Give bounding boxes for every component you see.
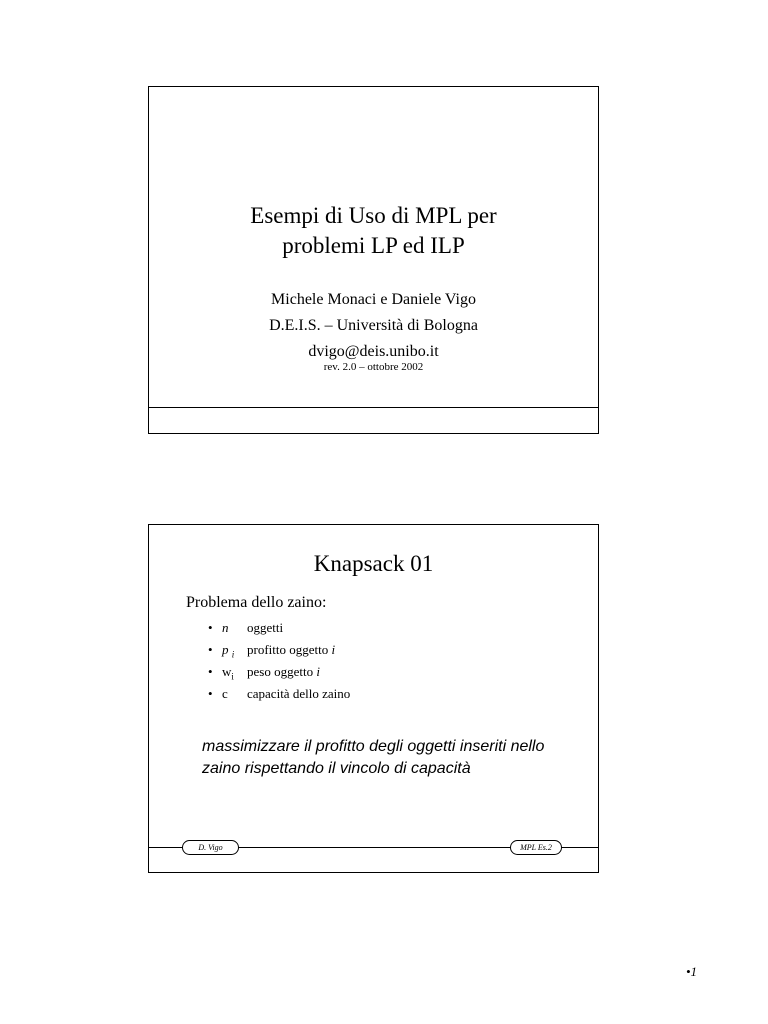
bullet-text: oggetti: [247, 620, 284, 635]
bullet-text: profitto oggetto: [247, 642, 329, 657]
title-line-1: Esempi di Uso di MPL per: [250, 203, 497, 228]
bullet-text: peso oggetto: [247, 664, 314, 679]
symbol-text: w: [222, 664, 232, 679]
slide-2-title: Knapsack 01: [313, 551, 434, 576]
authors: Michele Monaci e Daniele Vigo: [271, 291, 476, 308]
page-number: •1: [686, 964, 698, 979]
footer-slide-badge: MPL Es.2: [510, 840, 562, 855]
bullet-dot: •: [208, 620, 213, 635]
revision: rev. 2.0 – ottobre 2002: [323, 361, 424, 373]
slide-1-credits: [149, 287, 598, 365]
bullet-list: [208, 617, 350, 705]
bullet-dot: •: [208, 664, 213, 679]
bullet-dot: •: [208, 686, 213, 701]
slide-2-subtitle: Problema dello zaino:: [186, 594, 327, 611]
slide-2-goal: [202, 736, 582, 780]
slide-1-title: [149, 201, 598, 261]
goal-line-1: massimizzare il profitto degli oggetti inseriti nello: [202, 738, 545, 755]
title-line-2: problemi LP ed ILP: [282, 233, 465, 258]
symbol-text: n: [222, 620, 229, 635]
symbol-text: c: [222, 686, 228, 701]
symbol-subscript: i: [231, 671, 234, 682]
bullet-symbol: [222, 617, 247, 639]
bullet-italic-suffix: i: [331, 642, 336, 657]
bullet-text: capacità dello zaino: [247, 686, 351, 701]
bullet-symbol: [222, 683, 247, 705]
goal-line-2: zaino rispettando il vincolo di capacità: [202, 760, 471, 777]
affiliation: D.E.I.S. – Università di Bologna: [269, 317, 478, 334]
list-item: [208, 617, 350, 639]
bullet-italic-suffix: i: [316, 664, 320, 679]
list-item: [208, 639, 350, 661]
symbol-text: p: [222, 642, 229, 657]
slide-1-footer-line: [149, 407, 598, 408]
symbol-subscript: i: [231, 649, 235, 660]
list-item: [208, 661, 350, 683]
list-item: [208, 683, 350, 705]
email: dvigo@deis.unibo.it: [308, 343, 439, 360]
slide-2: [148, 524, 599, 873]
slide-1: [148, 86, 599, 434]
bullet-dot: •: [208, 642, 213, 657]
footer-author-badge: D. Vigo: [182, 840, 239, 855]
